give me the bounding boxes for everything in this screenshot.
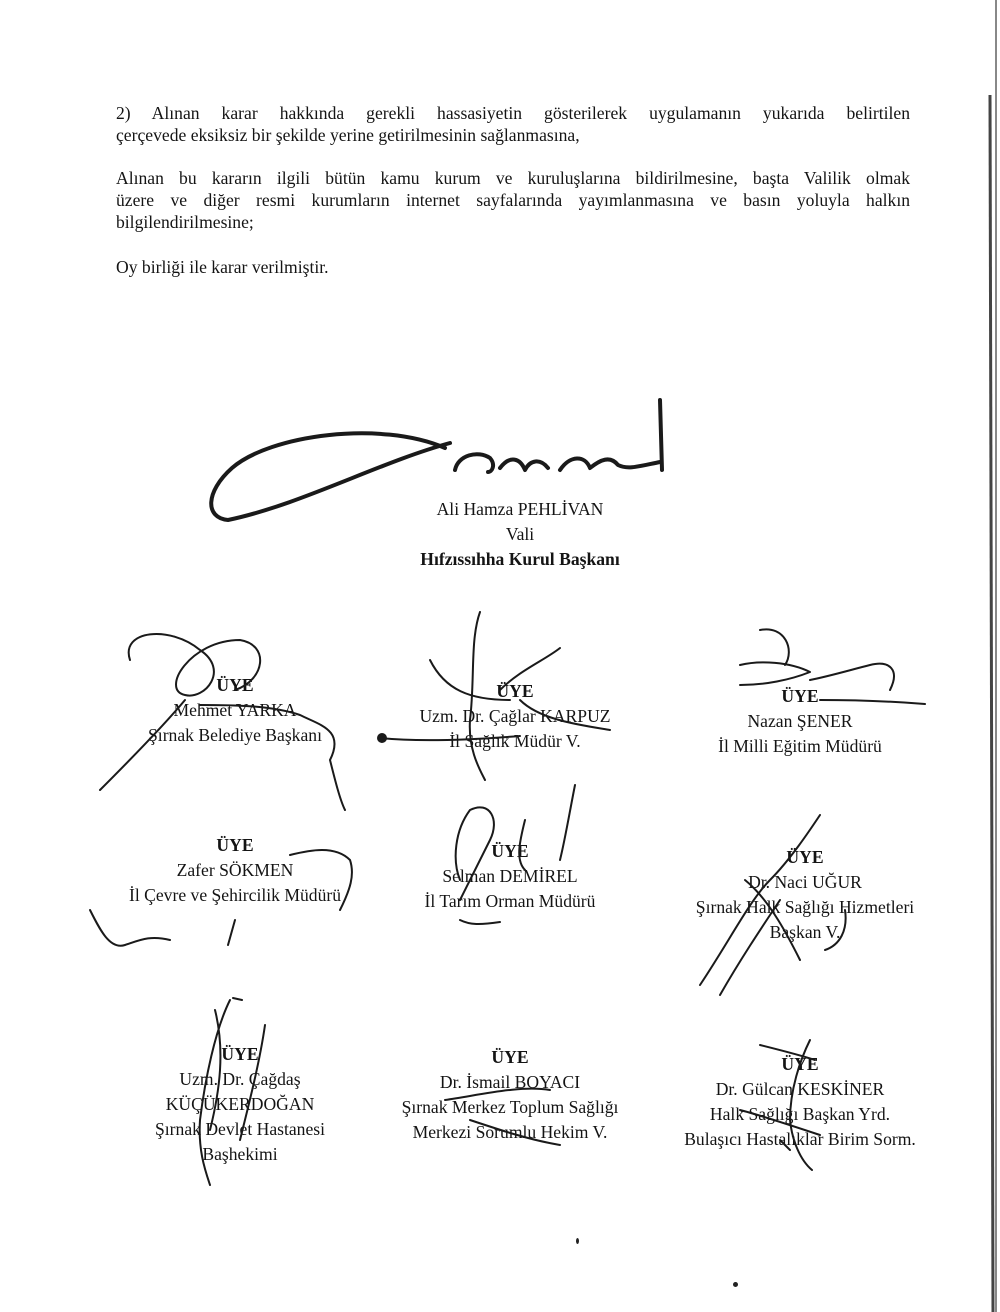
member-block-7 [100,1042,380,1167]
paragraph-3 [116,256,910,278]
member-8-line-1: Dr. İsmail BOYACI [439,1072,581,1092]
paragraph-3-text: Oy birliği ile karar verilmiştir. [116,257,329,277]
paragraph-2-line-1: Alınan bu kararın ilgili bütün kamu kurum ve kuruluşlarına bildirilmesine, başta Valilik olmak [116,168,910,188]
member-3-line-2: İl Milli Eğitim Müdürü [718,736,882,756]
member-9-tag: ÜYE [781,1054,819,1074]
paragraph-2-line-3: bilgilendirilmesine; [116,212,254,232]
member-block-6 [660,845,950,945]
paragraph-1-line-1: 2) Alınan karar hakkında gerekli hassasiyetin gösterilerek uygulamanın yukarıda belirtilen [116,103,910,123]
member-block-5 [370,839,650,914]
member-9-line-2: Halk Sağlığı Başkan Yrd. [709,1104,891,1124]
scan-speck-1 [576,1238,579,1244]
member-1-line-1: Mehmet YARKA [173,700,297,720]
member-block-1 [95,673,375,748]
member-2-line-1: Uzm. Dr. Çağlar KARPUZ [419,706,611,726]
member-5-tag: ÜYE [491,841,529,861]
member-block-3 [660,684,940,759]
paragraph-1 [116,102,910,146]
member-2-line-2: İl Sağlık Müdür V. [449,731,581,751]
member-8-tag: ÜYE [491,1047,529,1067]
member-4-line-2: İl Çevre ve Şehircilik Müdürü [128,885,342,905]
member-8-line-3: Merkezi Sorumlu Hekim V. [412,1122,608,1142]
member-7-line-2: KÜÇÜKERDOĞAN [165,1094,315,1114]
member-9-line-1: Dr. Gülcan KESKİNER [715,1079,885,1099]
member-4-tag: ÜYE [216,835,254,855]
member-4-line-1: Zafer SÖKMEN [176,860,294,880]
member-8-line-2: Şırnak Merkez Toplum Sağlığı [401,1097,619,1117]
chair-role: Hıfzıssıhha Kurul Başkanı [420,549,620,569]
member-7-tag: ÜYE [221,1044,259,1064]
chair-signature-block [360,497,680,572]
member-6-tag: ÜYE [786,847,824,867]
scan-speck-2 [733,1282,738,1287]
paragraph-2-line-2: üzere ve diğer resmi kurumların internet sayfalarında yayımlanmasına ve basın yoluyla halkın [116,190,910,210]
chair-name: Ali Hamza PEHLİVAN [436,499,604,519]
member-2-tag: ÜYE [496,681,534,701]
member-block-4 [90,833,380,908]
chair-title: Vali [505,524,535,544]
member-1-line-2: Şırnak Belediye Başkanı [148,725,322,745]
member-6-line-3: Başkan V. [769,922,841,942]
member-7-line-4: Başhekimi [202,1144,278,1164]
member-1-tag: ÜYE [216,675,254,695]
member-7-line-1: Uzm. Dr. Çağdaş [179,1069,301,1089]
member-3-line-1: Nazan ŞENER [747,711,853,731]
member-3-tag: ÜYE [781,686,819,706]
member-5-line-1: Selman DEMİREL [442,866,578,886]
member-block-9 [650,1052,950,1152]
member-6-line-1: Dr. Naci UĞUR [748,872,862,892]
member-block-8 [365,1045,655,1145]
paragraph-2 [116,167,910,233]
member-9-line-3: Bulaşıcı Hastalıklar Birim Sorm. [684,1129,916,1149]
member-6-line-2: Şırnak Halk Sağlığı Hizmetleri [695,897,915,917]
member-block-2 [370,679,660,754]
member-7-line-3: Şırnak Devlet Hastanesi [154,1119,326,1139]
paragraph-1-line-2: çerçevede eksiksiz bir şekilde yerine getirilmesinin sağlanmasına, [116,125,580,145]
member-5-line-2: İl Tarım Orman Müdürü [424,891,596,911]
